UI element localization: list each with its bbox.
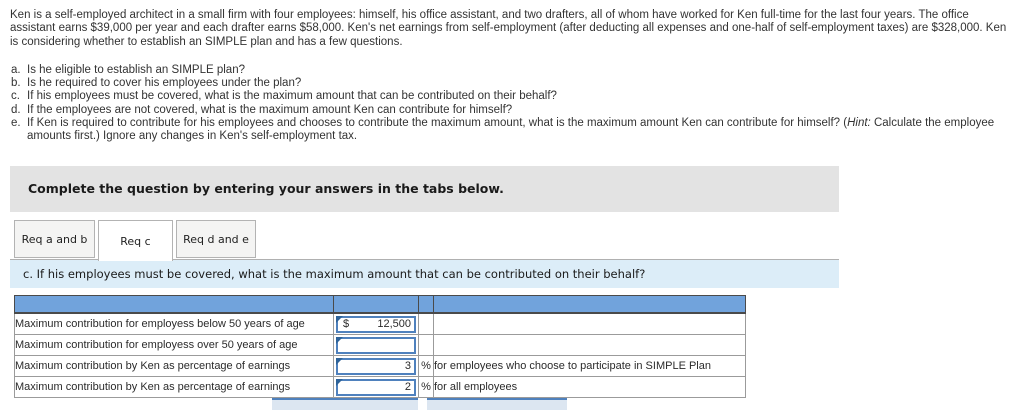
question-item-b	[10, 77, 1014, 90]
question-text: Is he required to cover his employees under the plan?	[27, 77, 302, 90]
row-label: Maximum contribution by Ken as percentage of earnings	[15, 377, 334, 398]
question-letter: d.	[11, 103, 21, 116]
row-label: Maximum contribution by Ken as percentage of earnings	[15, 356, 334, 377]
answer-cell	[334, 356, 419, 377]
question-text: If the employees are not covered, what is the maximum amount Ken can contribute for himself?	[27, 103, 513, 116]
row-label: Maximum contribution for employess below 50 years of age	[15, 313, 334, 335]
question-banner-text: c. If his employees must be covered, what is the maximum amount that can be contributed on their behalf?	[23, 267, 646, 281]
intro-paragraph: Ken is a self-employed architect in a small firm with four employees: himself, his office assistant, and two drafters, all of whom have worked for Ken full-time for the last four years. The office assistant earns $39,000 per year and each drafter earns $58,000. Ken's net earnings from self-employment (after deducting all expenses and one-half of self-employment taxes) are $328,000. Ken is considering whether to establish an SIMPLE plan and has a few questions.	[10, 9, 1007, 48]
instruction-text: Complete the question by entering your answers in the tabs below.	[28, 181, 504, 196]
answer-table	[14, 295, 746, 398]
tab-req-a-and-b[interactable]: Req a and b	[14, 220, 95, 258]
answer-input-box[interactable]	[336, 358, 416, 375]
question-letter: b.	[11, 77, 21, 90]
hint-label: Hint:	[847, 116, 871, 129]
cell-corner-marker-icon	[336, 358, 343, 365]
answer-input[interactable]	[338, 381, 414, 394]
table-row	[15, 377, 746, 398]
tab-req-d-and-e[interactable]: Req d and e	[176, 220, 256, 258]
cell-corner-marker-icon	[336, 379, 343, 386]
question-text: Calculate the employee amounts first.) Ignore any changes in Ken's self-employment tax.	[27, 116, 995, 143]
answer-input[interactable]	[338, 360, 414, 373]
question-text: Is he eligible to establish an SIMPLE plan?	[27, 64, 245, 76]
header-cell	[434, 296, 746, 314]
table-header-row	[15, 296, 746, 314]
prev-tab-button[interactable]	[272, 398, 418, 410]
row-label: Maximum contribution for employess over 50 years of age	[15, 335, 334, 356]
table-row	[15, 313, 746, 335]
question-item-d	[10, 104, 1014, 117]
question-letter: a.	[11, 64, 21, 76]
answer-input[interactable]	[338, 339, 414, 352]
table-row	[15, 356, 746, 377]
question-item-a	[10, 64, 1014, 77]
unit-cell	[419, 335, 434, 356]
question-list	[10, 64, 1014, 143]
header-cell	[419, 296, 434, 314]
currency-prefix: $	[343, 318, 350, 330]
question-item-c	[10, 90, 1014, 103]
answer-input-box[interactable]	[336, 316, 416, 333]
unit-cell: %	[419, 377, 434, 398]
tab-req-c[interactable]: Req c	[98, 220, 173, 261]
note-cell: for all employees	[434, 377, 746, 398]
note-cell	[434, 313, 746, 335]
tab-strip	[14, 220, 256, 261]
cell-corner-marker-icon	[336, 316, 343, 323]
question-text: If his employees must be covered, what is the maximum amount that can be contributed on their behalf?	[27, 90, 557, 103]
note-cell: for employees who choose to participate in SIMPLE Plan	[434, 356, 746, 377]
next-tab-button[interactable]	[427, 398, 567, 410]
cell-corner-marker-icon	[336, 337, 343, 344]
question-letter: e.	[11, 116, 21, 129]
answer-input-box[interactable]	[336, 337, 416, 354]
answer-cell	[334, 335, 419, 356]
header-cell	[334, 296, 419, 314]
instruction-banner	[10, 166, 839, 212]
answer-cell	[334, 377, 419, 398]
header-cell	[15, 296, 334, 314]
answer-cell	[334, 313, 419, 335]
answer-input-box[interactable]	[336, 379, 416, 396]
question-item-e	[10, 117, 1014, 143]
unit-cell	[419, 313, 434, 335]
question-banner	[10, 259, 839, 288]
unit-cell: %	[419, 356, 434, 377]
table-row	[15, 335, 746, 356]
question-text: If Ken is required to contribute for his employees and chooses to contribute the maximum amount, what is the maximum amount Ken can contribute for himself? (	[27, 116, 848, 129]
note-cell	[434, 335, 746, 356]
question-letter: c.	[11, 90, 20, 103]
answer-input[interactable]	[349, 318, 414, 331]
